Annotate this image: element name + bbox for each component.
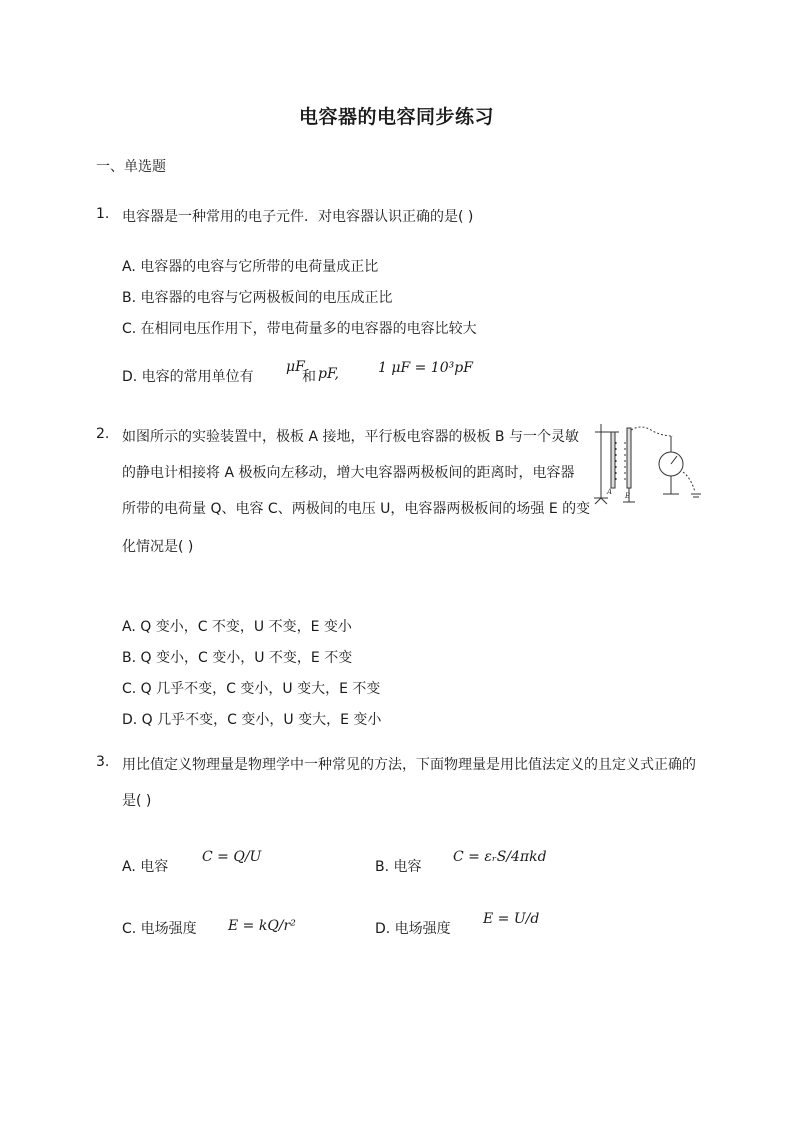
question-1-option-b: B. 电容器的电容与它两极板间的电压成正比 <box>122 290 393 306</box>
question-2-option-b: B. Q 变小，C 变小，U 不变，E 不变 <box>122 650 353 666</box>
question-1-number: 1. <box>96 206 110 222</box>
question-3-line-1: 用比值定义物理量是物理学中一种常见的方法，下面物理量是用比值法定义的且定义式正确的 <box>122 757 696 773</box>
section-heading: 一、单选题 <box>96 159 166 175</box>
question-2-option-d: D. Q 几乎不变，C 变小，U 变大，E 变小 <box>122 712 382 728</box>
question-1-option-d-unit1: μF <box>286 359 305 375</box>
question-2-line-2: 的静电计相接将 A 极板向左移动，增大电容器两极板间的距离时，电容器 <box>122 465 575 481</box>
question-1-option-d-formula: 1 μF = 10³pF <box>378 360 473 376</box>
question-3-option-a-text: A. 电容 <box>122 859 169 875</box>
page-title: 电容器的电容同步练习 <box>298 106 494 128</box>
question-1-option-d-and: 和 <box>302 369 316 385</box>
question-3-option-c-text: C. 电场强度 <box>122 921 197 937</box>
question-2-option-a: A. Q 变小，C 不变，U 不变，E 变小 <box>122 619 352 635</box>
question-1-stem: 电容器是一种常用的电子元件．对电容器认识正确的是( ) <box>122 209 474 225</box>
question-2-line-4: 化情况是( ) <box>122 539 194 555</box>
question-1-option-d-text: D. 电容的常用单位有 <box>122 369 254 385</box>
question-1-option-c: C. 在相同电压作用下，带电荷量多的电容器的电容比较大 <box>122 321 477 337</box>
question-3-option-c-formula: E = kQ/r² <box>228 918 296 934</box>
question-3-option-d-text: D. 电场强度 <box>375 921 451 937</box>
question-3-line-2: 是( ) <box>122 793 152 809</box>
figure-label-b: B <box>625 492 631 500</box>
question-1-option-a: A. 电容器的电容与它所带的电荷量成正比 <box>122 259 379 275</box>
question-2-line-3: 所带的电荷量 Q、电容 C、两极间的电压 U，电容器两极板间的场强 E 的变 <box>122 501 591 517</box>
question-2-option-c: C. Q 几乎不变，C 变小，U 变大，E 不变 <box>122 681 381 697</box>
question-3-option-b-text: B. 电容 <box>375 859 422 875</box>
question-3-option-d-formula: E = U/d <box>483 911 540 927</box>
question-3-number: 3. <box>96 754 110 770</box>
question-3-option-a-formula: C = Q/U <box>202 849 262 865</box>
question-1-option-d-unit2: pF, <box>318 366 339 382</box>
question-3-option-b-formula: C = εᵣS/4πkd <box>453 849 547 865</box>
electrometer-capacitor-figure <box>591 418 703 508</box>
figure-label-a: A <box>607 488 613 496</box>
question-2-line-1: 如图所示的实验装置中，极板 A 接地，平行板电容器的极板 B 与一个灵敏 <box>122 429 579 445</box>
question-2-number: 2. <box>96 426 110 442</box>
